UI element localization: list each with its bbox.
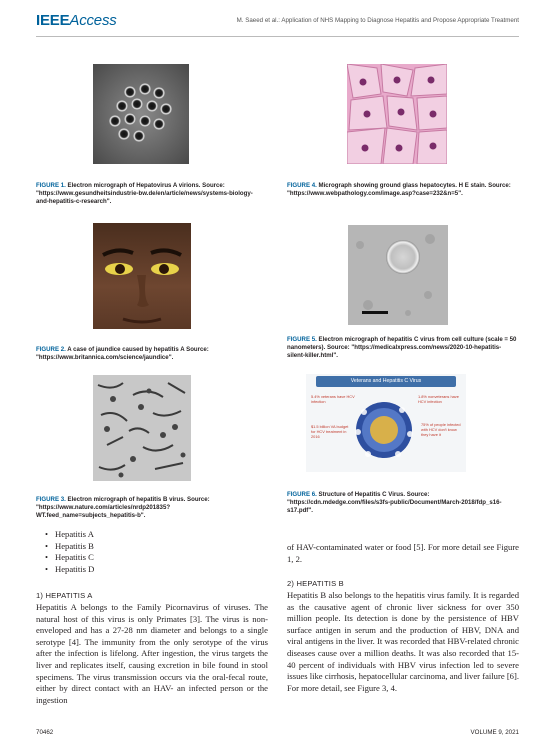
- figure-2-caption: FIGURE 2. A case of jaundice caused by hepatitis A Source: "https://www.britannica.com/science/jaundice".: [36, 346, 209, 361]
- infographic-stat-1: 5.4% veterans have HCV infection: [311, 394, 355, 404]
- figure-1-caption: FIGURE 1. Electron micrograph of Hepatovirus A virions. Source: "https://www.gesundheitsindustrie-bw.de/en/article/news/systems-biology-and-hepatitis-c-research".: [36, 182, 253, 205]
- hepatitis-types-list: [45, 529, 245, 575]
- header-divider: [36, 36, 519, 37]
- list-item: • Hepatitis B: [45, 541, 245, 553]
- infographic-stat-3: $1.5 billion VA budget for HCV treatment in 2016: [311, 424, 349, 439]
- infographic-stat-4: 75% of people infected with HCV don't know they have it: [421, 422, 461, 437]
- section-text-hepatitis-a-continued: of HAV-contaminated water or food [5]. For more detail see Figure 1, 2.: [287, 542, 519, 564]
- figure-6-caption: FIGURE 6. Structure of Hepatitis C Virus. Source: "https://cdn.mdedge.com/files/s3fs-public/Document/March-2018/fdp_s16-s17.pdf".: [287, 491, 502, 514]
- list-item: • Hepatitis D: [45, 564, 245, 576]
- section-text-hepatitis-b: Hepatitis B also belongs to the hepatitis virus family. It is regarded as the causative agent of chronic liver sickness for over 350 million people. Its detection is done by the persistence of HBV surface antigen in serum and the production of HBV, DNA and viral antigens in the liver. It was recorded that HBV-related chronic diseases cause over a million deaths. It was also recorded that 15-40 percent of individuals with HBV virus infection led to severe issues like cirrhosis, hepatocellular carcinoma, and liver failure [6]. For more detail, see Figure 3, 4.: [287, 590, 519, 693]
- journal-logo: IEEEAccess: [36, 12, 117, 29]
- figure-3-image: [93, 375, 191, 481]
- running-title: M. Saeed et al.: Application of NHS Mapping to Diagnose Hepatitis and Propose Appropriate Treatment: [236, 17, 519, 24]
- page-number: 70462: [36, 729, 54, 736]
- figure-5-image: [348, 225, 448, 325]
- figure-6-image: [306, 374, 466, 472]
- section-heading-hepatitis-b: 2) HEPATITIS B: [287, 579, 344, 588]
- figure-4-image: [347, 64, 447, 164]
- section-text-hepatitis-a: Hepatitis A belongs to the Family Picornavirus of viruses. The natural host of this virus is only Primates [3]. The virus is non-enveloped and has a 27-28 nm diameter and belongs to a single serotype [4]. The immunity from the only serotype of the virus after the infection is lifelong. After ingestion, the virus targets the liver and replicates itself, causing excretion in bile found in stool specimens. The virus transmission occurs via the oral-fecal route, either by direct contact with an HAV- an infected person or the ingestion: [36, 602, 268, 705]
- figure-4-caption: FIGURE 4. Micrograph showing ground glass hepatocytes. H E stain. Source: "https://www.webpathology.com/image.asp?case=232&n=5".: [287, 182, 511, 197]
- figure-2-image: [93, 223, 191, 329]
- figure-5-caption: FIGURE 5. Electron micrograph of hepatitis C virus from cell culture (scale = 50 nanometers). Source: "https://medicalxpress.com/news/2020-10-hepatitis-silent-killer.html".: [287, 336, 517, 359]
- figure-1-image: [93, 64, 189, 164]
- list-item: • Hepatitis A: [45, 529, 245, 541]
- infographic-title: Veterans and Hepatitis C Virus: [350, 378, 422, 384]
- figure-3-caption: FIGURE 3. Electron micrograph of hepatitis B virus. Source: "https://www.nature.com/articles/nrdp201835?WT.feed_name=subjects_hepatitis-b".: [36, 496, 210, 519]
- section-heading-hepatitis-a: 1) HEPATITIS A: [36, 591, 93, 600]
- list-item: • Hepatitis C: [45, 552, 245, 564]
- volume-label: VOLUME 9, 2021: [470, 729, 519, 736]
- infographic-stat-2: 1.8% nonveterans have HCV infection: [418, 394, 459, 404]
